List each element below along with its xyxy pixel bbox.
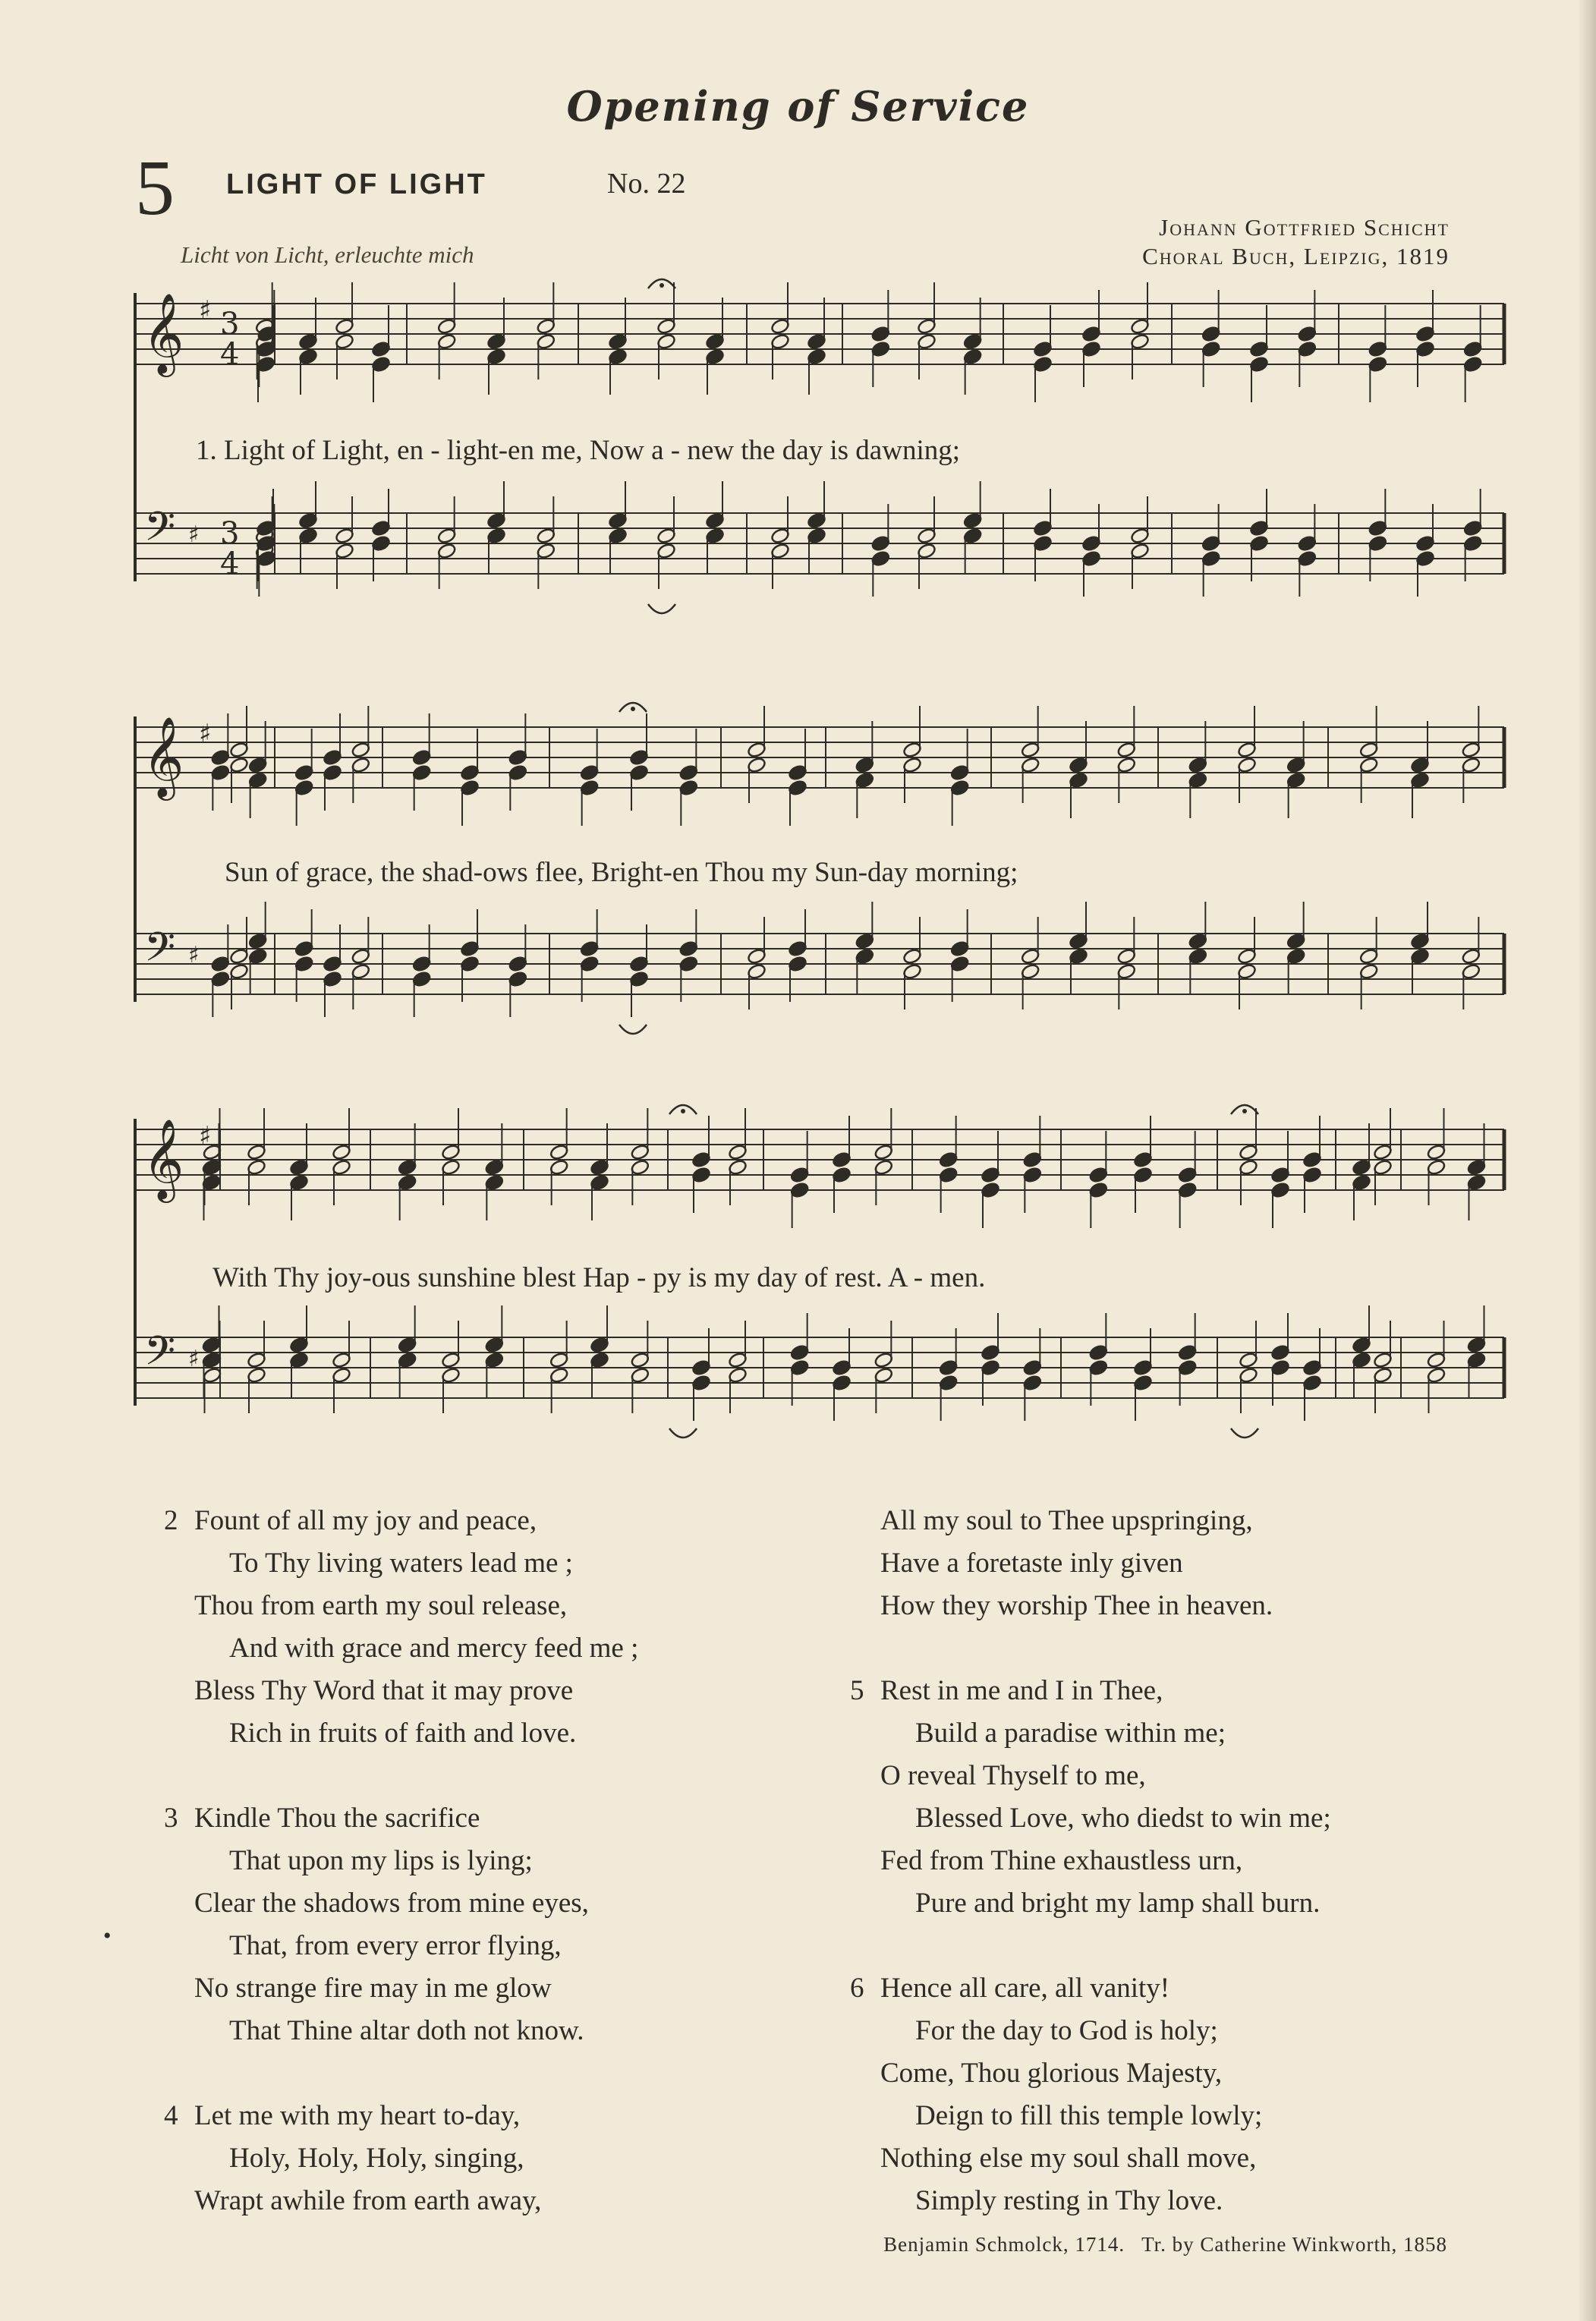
time-signature-top: 3 xyxy=(220,307,240,342)
fermata-dot xyxy=(659,283,664,288)
stanzas-left-column xyxy=(164,1500,639,2222)
stanza-line: Blessed Love, who diedst to win me; xyxy=(915,1803,1331,1834)
treble-clef: 𝄞 xyxy=(143,1118,184,1199)
stanza-line: Kindle Thou the sacrifice xyxy=(194,1803,480,1834)
stanza-line: That, from every error flying, xyxy=(229,1930,562,1961)
time-signature-bottom: 4 xyxy=(220,337,240,372)
stanza-line: Deign to fill this temple lowly; xyxy=(915,2100,1263,2131)
stanza-number: 5 xyxy=(850,1675,864,1706)
stanza-2 xyxy=(164,1500,639,1755)
treble-clef: 𝄞 xyxy=(143,292,184,373)
lyric-line-3: With Thy joy-ous sunshine blest Hap - py is my day of rest. A - men. xyxy=(212,1262,986,1293)
fermata xyxy=(1231,1428,1258,1438)
margin-mark: • xyxy=(103,1923,112,1948)
source-credit: Choral Buch, Leipzig, 1819 xyxy=(1142,243,1450,269)
stanza-line: All my soul to Thee upspringing, xyxy=(880,1505,1253,1536)
fermata xyxy=(619,1025,647,1034)
bass-clef: 𝄢 xyxy=(144,924,176,981)
treble-clef: 𝄞 xyxy=(143,716,184,797)
stanza-number: 3 xyxy=(164,1803,178,1834)
bass-clef: 𝄢 xyxy=(144,504,176,560)
key-signature-sharp: ♯ xyxy=(188,942,200,968)
stanza-line: Fed from Thine exhaustless urn, xyxy=(880,1845,1243,1876)
hymn-title: LIGHT OF LIGHT xyxy=(226,168,487,200)
time-signature-bottom: 4 xyxy=(220,546,240,581)
stanza-line: Rest in me and I in Thee, xyxy=(880,1675,1163,1706)
author-credit: Benjamin Schmolck, 1714. xyxy=(883,2233,1125,2256)
stanza-number: 4 xyxy=(164,2100,178,2131)
stanza-4 xyxy=(164,2095,638,2222)
stanza-line: Bless Thy Word that it may prove xyxy=(194,1675,574,1706)
page-edge-shadow xyxy=(1578,0,1596,2321)
key-signature-sharp: ♯ xyxy=(188,521,200,548)
stanza-line: That Thine altar doth not know. xyxy=(229,2015,584,2046)
stanza-line: Have a foretaste inly given xyxy=(880,1548,1183,1579)
key-signature-sharp: ♯ xyxy=(199,719,212,749)
section-title: Opening of Service xyxy=(566,82,1030,131)
fermata-dot xyxy=(1242,1109,1247,1113)
stanza-3 xyxy=(164,1797,638,2052)
key-signature-sharp: ♯ xyxy=(199,295,212,326)
stanza-line: Pure and bright my lamp shall burn. xyxy=(915,1888,1321,1919)
stanza-line: How they worship Thee in heaven. xyxy=(880,1590,1273,1621)
stanza-line: Let me with my heart to-day, xyxy=(194,2100,521,2131)
stanza-line: No strange fire may in me glow xyxy=(194,1973,552,2004)
stanza-line: Simply resting in Thy love. xyxy=(915,2185,1223,2216)
stanza-line: Build a paradise within me; xyxy=(915,1718,1226,1749)
stanza-line: O reveal Thyself to me, xyxy=(880,1760,1146,1791)
stanza-6 xyxy=(850,1967,1331,2222)
tune-number: No. 22 xyxy=(607,168,686,200)
stanza-line: For the day to God is holy; xyxy=(915,2015,1218,2046)
stanza-line: Fount of all my joy and peace, xyxy=(194,1505,537,1536)
key-signature-sharp: ♯ xyxy=(188,1346,200,1372)
stanza-line: And with grace and mercy feed me ; xyxy=(229,1633,639,1664)
stanza-line: Nothing else my soul shall move, xyxy=(880,2143,1257,2174)
stanza-line: Wrapt awhile from earth away, xyxy=(194,2185,542,2216)
stanza-line: Hence all care, all vanity! xyxy=(880,1973,1170,2004)
time-signature-top: 3 xyxy=(220,516,240,551)
stanza-continued xyxy=(880,1500,1331,1627)
hymn-number: 5 xyxy=(135,144,175,231)
fermata-dot xyxy=(631,707,635,711)
lyric-line-1: 1. Light of Light, en - light-en me, Now a - new the day is dawning; xyxy=(196,435,961,466)
german-incipit: Licht von Licht, erleuchte mich xyxy=(181,241,474,268)
bass-clef: 𝄢 xyxy=(144,1328,176,1384)
stanza-line: Clear the shadows from mine eyes, xyxy=(194,1888,589,1919)
fermata-dot xyxy=(681,1109,685,1113)
translator-credit: Tr. by Catherine Winkworth, 1858 xyxy=(1141,2233,1447,2256)
stanza-line: Rich in fruits of faith and love. xyxy=(229,1718,577,1749)
key-signature-sharp: ♯ xyxy=(199,1121,212,1151)
stanza-number: 2 xyxy=(164,1505,178,1536)
stanza-line: To Thy living waters lead me ; xyxy=(229,1548,573,1579)
fermata xyxy=(648,604,675,613)
stanza-line: Come, Thou glorious Majesty, xyxy=(880,2058,1223,2089)
composer-credit: Johann Gottfried Schicht xyxy=(1159,214,1450,241)
text-credits xyxy=(883,2233,1447,2256)
stanzas-right-column xyxy=(850,1500,1331,2222)
fermata xyxy=(669,1428,697,1438)
lyric-line-2: Sun of grace, the shad-ows flee, Bright-en Thou my Sun-day morning; xyxy=(225,857,1018,888)
stanza-line: Thou from earth my soul release, xyxy=(194,1590,568,1621)
stanza-5 xyxy=(850,1670,1331,1925)
stanza-line: That upon my lips is lying; xyxy=(229,1845,533,1876)
stanza-line: Holy, Holy, Holy, singing, xyxy=(229,2143,524,2174)
stanza-number: 6 xyxy=(850,1973,864,2004)
